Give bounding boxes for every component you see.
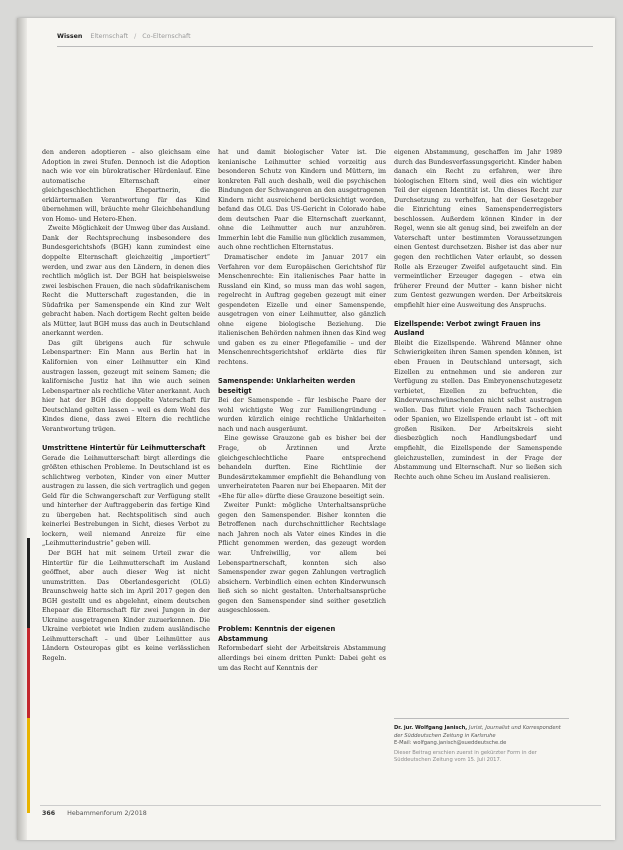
subtopic-label: Co-Elternschaft	[142, 33, 191, 40]
topic-label: Elternschaft	[90, 33, 129, 40]
text-column-3	[394, 148, 562, 482]
author-name: Dr. jur. Wolfgang Janisch,	[394, 725, 468, 731]
paragraph: eigenen Abstammung, geschaffen im Jahr 1989 durch das Bundesverfassungsgericht. Kinder haben danach ein Recht zu erfahren, wer ihre biologischen Eltern sind, weil dies ein wichtiger Teil der eigenen Identität ist. Um dieses Recht zur Durchsetzung zu verhelfen, hat der Gesetzgeber die Einrichtung eines Samenspenderregisters beschlossen. Außerdem können Kinder in der Regel, wenn sie alt genug sind, bei zweifeln an der Vaterschaft unter bestimmten Voraussetzungen einen Gentest durchsetzen. Bisher ist das aber nur gegen den rechtlichen Vater erlaubt, so dessen Rolle als Erzeuger Zweifel aufgetaucht sind. Ein vermeintlicher Erzeuger dagegen – etwa ein früherer Freund der Mutter – kann bisher nicht zum Gentest gezwungen werden. Der Arbeitskreis empfiehlt hier eine Ausweitung des Anspruchs.	[394, 149, 562, 309]
flag-stripe-black	[27, 538, 30, 628]
page-footer	[42, 810, 147, 817]
text-column-2	[218, 148, 386, 673]
section-header	[57, 33, 191, 40]
author-email: E-Mail: wolfgang.janisch@sueddeutsche.de	[394, 740, 507, 747]
flag-stripe-gold	[27, 718, 30, 813]
paragraph: Das gilt übrigens auch für schwule Lebenspartner: Ein Mann aus Berlin hat in Kalifornien von einer Leihmutter ein Kind austragen lassen, gezeugt mit seinem Samen; die kalifornische Justiz hat ihn wie auch seinen Lebenspartner als rechtliche Väter anerkannt. Auch hier hat der BGH die doppelte Vaterschaft für Deutschland gelten lassen – weil es dem Wohl des Kindes diene, dass zwei Eltern die rechtliche Verantwortung trügen.	[42, 339, 210, 433]
section-label: Wissen	[57, 33, 83, 40]
author-bio	[394, 725, 569, 765]
paragraph: Bei der Samenspende – für lesbische Paare der wohl wichtigste Weg zur Familiengründung – wurden kürzlich einige rechtliche Unklarheiten nach und nach ausgeräumt.	[218, 397, 386, 433]
paragraph: Gerade die Leihmutterschaft birgt allerdings die größten ethischen Probleme. In Deutschland ist es schlichtweg verboten, Kinder von einer Mutter austragen zu lassen, die sich vertraglich und gegen Geld für die Schwangerschaft zur Verfügung stellt und hinterher der Auftraggeberin das fertige Kind zu übergeben hat. Rechtspolitisch sind auch keinerlei Bestrebungen in Sicht, dieses Verbot zu lockern, weil niemand Anreize für eine „Leihmutterindustrie“ geben will.	[42, 454, 210, 548]
publication-name: Hebammenforum 2/2018	[67, 810, 147, 817]
paragraph: Zweiter Punkt: mögliche Unterhaltsansprüche gegen den Samenspender. Bisher konnten die Betroffenen nach durchschnittlicher Rechtslage nach Jahren noch als Vater eines Kindes in die Pflicht genommen werden, das gezeugt worden war. Unfreiwillig, vor allem bei Lebenspartnerschaft, konnten sich also Samenspender zwar gegen Zahlungen vertraglich absichern. Verbindlich einen echten Kinderwunsch ließ sich so nicht gestalten. Unterhaltsansprüche gegen den Samenspender sind seither gesetzlich ausgeschlossen.	[218, 502, 386, 615]
text-column-1	[42, 148, 210, 664]
paragraph: Der BGH hat mit seinem Urteil zwar die Hintertür für die Leihmutterschaft im Ausland geöffnet, aber auch dieser Weg ist nicht unumstritten. Das Oberlandesgericht (OLG) Braunschweig hatte sich im April 2017 gegen den BGH gestellt und es abgelehnt, einem deutschen Ehepaar die Elternschaft für zwei Jungen in der Ukraine ausgetragenen Kinder zuzuerkennen. Die Ukraine verbietet wie Indien zudem ausländische Leihmutterschaft – und über Leihmütter aus Ländern Osteuropas gibt es keine verlässlichen Regeln.	[42, 549, 210, 662]
subheading: Eizellspende: Verbot zwingt Frauen ins Ausland	[394, 319, 541, 338]
page-number: 366	[42, 810, 56, 817]
subheading: Umstrittene Hintertür für Leihmutterschaft	[42, 443, 206, 452]
header-rule	[57, 46, 593, 47]
footer-rule	[40, 805, 601, 806]
author-role: Jurist, Journalist und Korrespondent der Süddeutschen Zeitung in Karlsruhe	[394, 725, 561, 739]
publication-note: Dieser Beitrag erschien zuerst in gekürzter Form in der Süddeutschen Zeitung vom 15. Juli 2017.	[394, 749, 537, 764]
page-spine-shadow	[17, 18, 27, 840]
paragraph: Bleibt die Eizellspende. Während Männer ohne Schwierigkeiten ihren Samen spenden können, ist eben Frauen in Deutschland untersagt, sich Eizellen zu entnehmen und sie anderen zur Verfügung zu stellen. Das Embryonenschutzgesetz verbietet, Eizellen zu befruchten, die Kinderwunschwünschenden nicht selbst austragen wollen. Das führt viele Frauen nach Tschechien oder Spanien, wo Eizellspende erlaubt ist – oft mit großen Risiken. Der Arbeitskreis sieht diesbezüglich noch Handlungsbedarf und empfiehlt, die Eizellspende der Samenspende gleichzustellen, zumindest in der Frage der Abstammung und Elternschaft. Nur so ließen sich Rechte auch ohne Scheu im Ausland realisieren.	[394, 339, 562, 481]
paragraph: den anderen adoptieren – also gleichsam eine Adoption in zwei Stufen. Dennoch ist die Adoption nach wie vor ein bürokratischer Hürdenlauf. Eine automatische Elternschaft einer gleichgeschlechtlichen Ehepartnerin, die erklärtermaßen Verantwortung für das Kind übernehmen will, bräuchte mehr Gleichbehandlung von Homo- und Hetero-Ehen.	[42, 149, 210, 223]
paragraph: Eine gewisse Grauzone gab es bisher bei der Frage, ob Ärztinnen und Ärzte gleichgeschlechtliche Paare entsprechend behandeln durften. Eine Richtlinie der Bundesärztekammer empfiehlt die Behandlung von unverheirateten Paaren nur bei Ehepaaren. Mit der «Ehe für alle» dürfte diese Grauzone beseitigt sein.	[218, 435, 386, 500]
paragraph: Dramatischer endete im Januar 2017 ein Verfahren vor dem Europäischen Gerichtshof für Menschenrechte: Ein italienisches Paar hatte in Russland ein Kind, so muss man das wohl sagen, regelrecht in Auftrag gegeben gezeugt mit einer gespendeten Eizelle und einer Samenspende, ausgetragen von einer Leihmutter, also gänzlich ohne eigene biologische Beziehung. Die italienischen Behörden nahmen ihnen das Kind weg und gaben es zu einer Pflegefamilie – und der Menschenrechtsgerichtshof erklärte dies für rechtens.	[218, 254, 386, 367]
bio-rule	[394, 718, 569, 719]
paragraph: Reformbedarf sieht der Arbeitskreis Abstammung allerdings bei einem dritten Punkt: Dabei geht es um das Recht auf Kenntnis der	[218, 645, 386, 672]
subheading: Samenspende: Unklarheiten werden beseitigt	[218, 377, 356, 395]
paragraph: hat und damit biologischer Vater ist. Die kenianische Leihmutter schied vorzeitig aus besonderen Schutz von Kindern und Müttern, im konkreten Fall auch deshalb, weil die psychischen Bindungen der Schwangeren an den ausgetragenen Kindern nicht ausreichend berücksichtigt worden, befand das OLG. Das US-Gericht in Colorado habe dem deutschen Paar die Elternschaft zuerkannt, ohne die Leihmutter auch nur anzuhören. Immerhin lebt die Familie nun glücklich zusammen, auch ohne rechtlichen Elternstatus.	[218, 149, 386, 252]
subheading: Problem: Kenntnis der eigenen Abstammung	[218, 625, 336, 643]
topic-separator: /	[134, 33, 137, 40]
flag-stripe-red	[27, 628, 30, 718]
paragraph: Zweite Möglichkeit der Umweg über das Ausland. Dank der Rechtsprechung insbesondere des Bundesgerichtshofs (BGH) kann zumindest eine doppelte Elternschaft gleichzeitig „importiert“ werden, und zwar aus den Ländern, in denen dies rechtlich möglich ist. Der BGH hat beispielsweise zwei lesbischen Frauen, die nach südafrikanischem Recht die Mutterschaft zugestanden, die in Südafrika per Samenspende ein Kind zur Welt gebracht haben. Nach dortigem Recht gelten beide als Mütter, laut BGH muss das auch in Deutschland anerkannt werden.	[42, 225, 210, 338]
